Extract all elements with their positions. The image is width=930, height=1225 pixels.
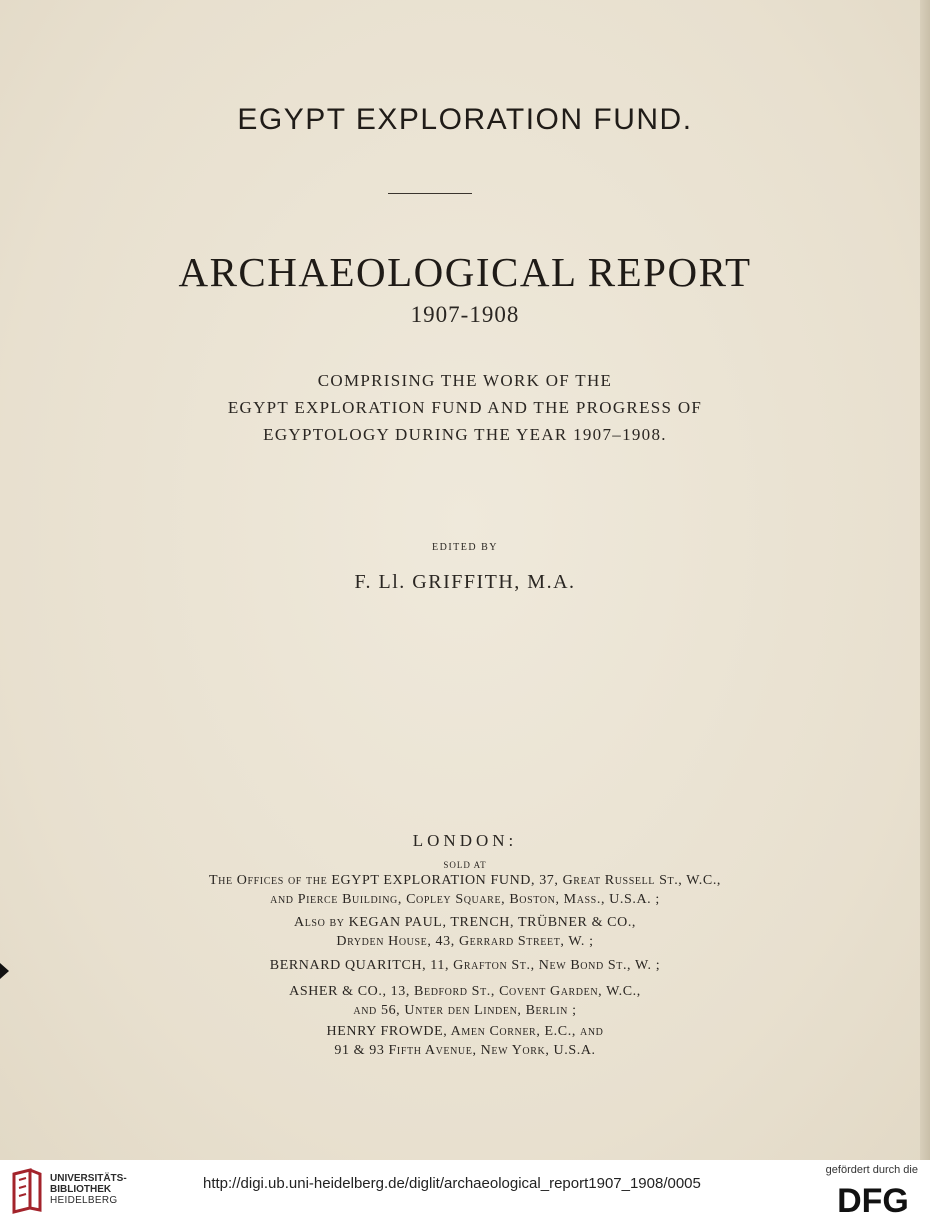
- publisher-line-1: The Offices of the EGYPT EXPLORATION FUND, 37, Great Russell St., W.C.,: [208, 873, 722, 888]
- description-line-2: EGYPT EXPLORATION FUND AND THE PROGRESS OF: [227, 398, 703, 417]
- publisher-line-5: BERNARD QUARITCH, 11, Grafton St., New Bond St., W. ;: [269, 958, 661, 973]
- permalink-url[interactable]: http://digi.ub.uni-heidelberg.de/diglit/archaeological_report1907_1908/0005: [203, 1175, 701, 1192]
- title-divider: [388, 193, 472, 194]
- library-name[interactable]: [50, 1173, 127, 1206]
- viewer-footer: [0, 1160, 930, 1225]
- publisher-line-4: Dryden House, 43, Gerrard Street, W. ;: [336, 934, 594, 949]
- report-years: 1907-1908: [410, 302, 520, 327]
- dfg-logo-icon[interactable]: [828, 1183, 918, 1217]
- fund-title: EGYPT EXPLORATION FUND.: [237, 103, 693, 136]
- description-line-1: COMPRISING THE WORK OF THE: [317, 371, 613, 390]
- book-logo-icon[interactable]: [10, 1168, 44, 1214]
- edited-by-label: EDITED BY: [432, 542, 498, 553]
- imprint-city: LONDON:: [412, 831, 518, 850]
- dfg-logo-text: DFG: [837, 1183, 909, 1217]
- funded-by-label: gefördert durch die: [825, 1164, 918, 1176]
- publisher-line-8: HENRY FROWDE, Amen Corner, E.C., and: [326, 1024, 604, 1039]
- publisher-line-9: 91 & 93 Fifth Avenue, New York, U.S.A.: [334, 1043, 596, 1058]
- library-line-3: HEIDELBERG: [50, 1195, 118, 1206]
- editor-name: F. Ll. GRIFFITH, M.A.: [354, 571, 576, 593]
- publisher-line-3: Also by KEGAN PAUL, TRENCH, TRÜBNER & CO.,: [293, 915, 637, 930]
- library-line-2: BIBLIOTHEK: [50, 1184, 112, 1195]
- report-title: ARCHAEOLOGICAL REPORT: [178, 249, 752, 295]
- publisher-line-6: ASHER & CO., 13, Bedford St., Covent Garden, W.C.,: [289, 984, 641, 999]
- triangle-marker-icon: [0, 963, 9, 979]
- library-line-1: UNIVERSITÄTS-: [50, 1173, 127, 1184]
- description-line-3: EGYPTOLOGY DURING THE YEAR 1907–1908.: [263, 425, 667, 444]
- publisher-line-7: and 56, Unter den Linden, Berlin ;: [353, 1003, 577, 1018]
- sold-at-label: SOLD AT: [443, 860, 487, 870]
- publisher-line-2: and Pierce Building, Copley Square, Boston, Mass., U.S.A. ;: [270, 892, 660, 907]
